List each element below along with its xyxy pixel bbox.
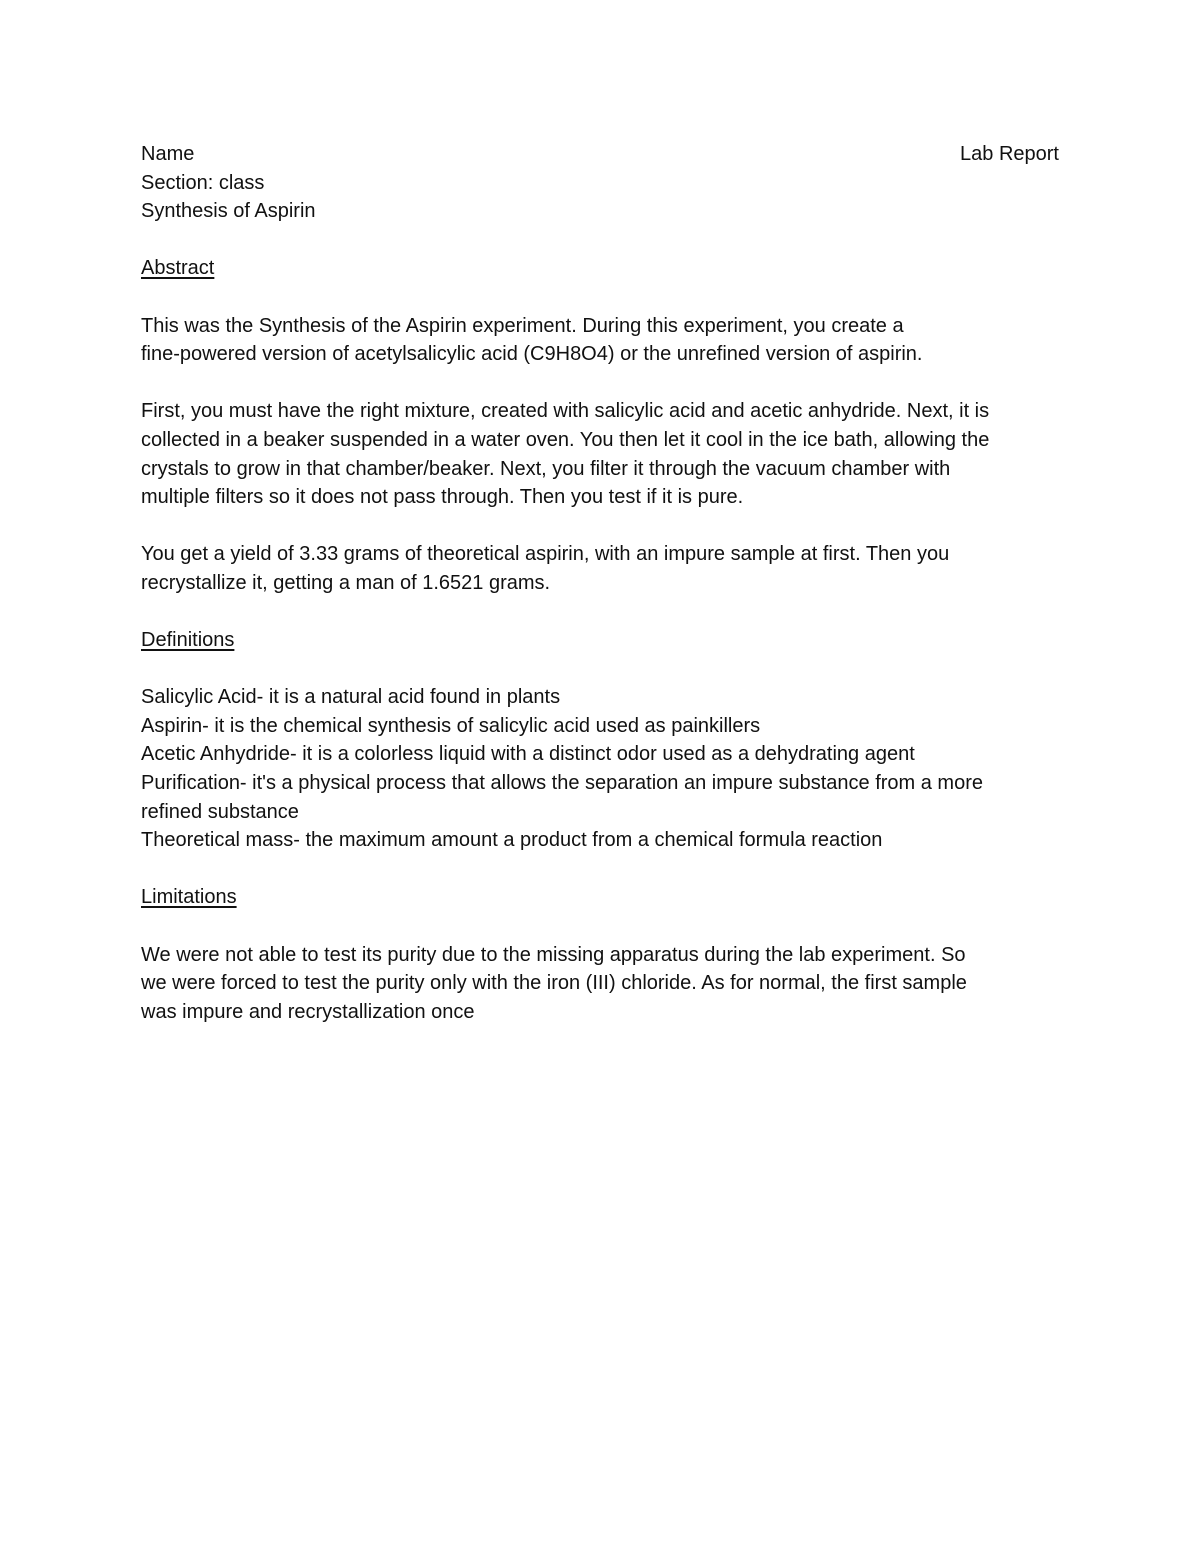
text-line: We were not able to test its purity due to the missing apparatus during the lab experiment. So	[141, 943, 966, 966]
spacer	[141, 283, 1059, 312]
limitations-paragraph	[141, 941, 1059, 1027]
definition-item: Acetic Anhydride- it is a colorless liquid with a distinct odor used as a dehydrating agent	[141, 743, 915, 766]
definitions-heading: Definitions	[141, 629, 235, 652]
spacer	[141, 369, 1059, 398]
text-line: collected in a beaker suspended in a water oven. You then let it cool in the ice bath, allowing the	[141, 428, 990, 451]
text-line: recrystallize it, getting a man of 1.6521 grams.	[141, 571, 551, 594]
definition-item: Theoretical mass- the maximum amount a product from a chemical formula reaction	[141, 829, 883, 852]
spacer	[141, 598, 1059, 627]
document-content	[141, 140, 1059, 1026]
text-line: fine-powered version of acetylsalicylic acid (C9H8O4) or the unrefined version of aspirin.	[141, 343, 923, 366]
spacer	[141, 912, 1059, 941]
text-line: First, you must have the right mixture, created with salicylic acid and acetic anhydride. Next, it is	[141, 400, 990, 423]
text-line: multiple filters so it does not pass through. Then you test if it is pure.	[141, 486, 744, 509]
definition-item: Purification- it's a physical process that allows the separation an impure substance from a more	[141, 772, 983, 795]
spacer	[141, 855, 1059, 884]
spacer	[141, 655, 1059, 684]
text-line: You get a yield of 3.33 grams of theoretical aspirin, with an impure sample at first. Then you	[141, 543, 950, 566]
abstract-paragraph-2	[141, 397, 1059, 511]
header-row	[141, 140, 1059, 169]
abstract-paragraph-1	[141, 312, 1059, 369]
student-name: Name	[141, 143, 195, 165]
text-line: was impure and recrystallization once	[141, 1000, 475, 1023]
text-line: we were forced to test the purity only with the iron (III) chloride. As for normal, the first sample	[141, 972, 967, 995]
spacer	[141, 226, 1059, 255]
document-type: Lab Report	[960, 143, 1059, 165]
definition-item: Salicylic Acid- it is a natural acid found in plants	[141, 686, 561, 709]
definitions-list	[141, 683, 1059, 855]
report-title: Synthesis of Aspirin	[141, 200, 316, 223]
section-line: Section: class	[141, 171, 265, 194]
definition-item: Aspirin- it is the chemical synthesis of salicylic acid used as painkillers	[141, 714, 761, 737]
definition-item: refined substance	[141, 800, 299, 823]
text-line: crystals to grow in that chamber/beaker. Next, you filter it through the vacuum chamber with	[141, 457, 951, 480]
limitations-heading: Limitations	[141, 886, 237, 909]
abstract-paragraph-3	[141, 540, 1059, 597]
text-line: This was the Synthesis of the Aspirin experiment. During this experiment, you create a	[141, 314, 904, 337]
spacer	[141, 512, 1059, 541]
abstract-heading: Abstract	[141, 257, 215, 280]
